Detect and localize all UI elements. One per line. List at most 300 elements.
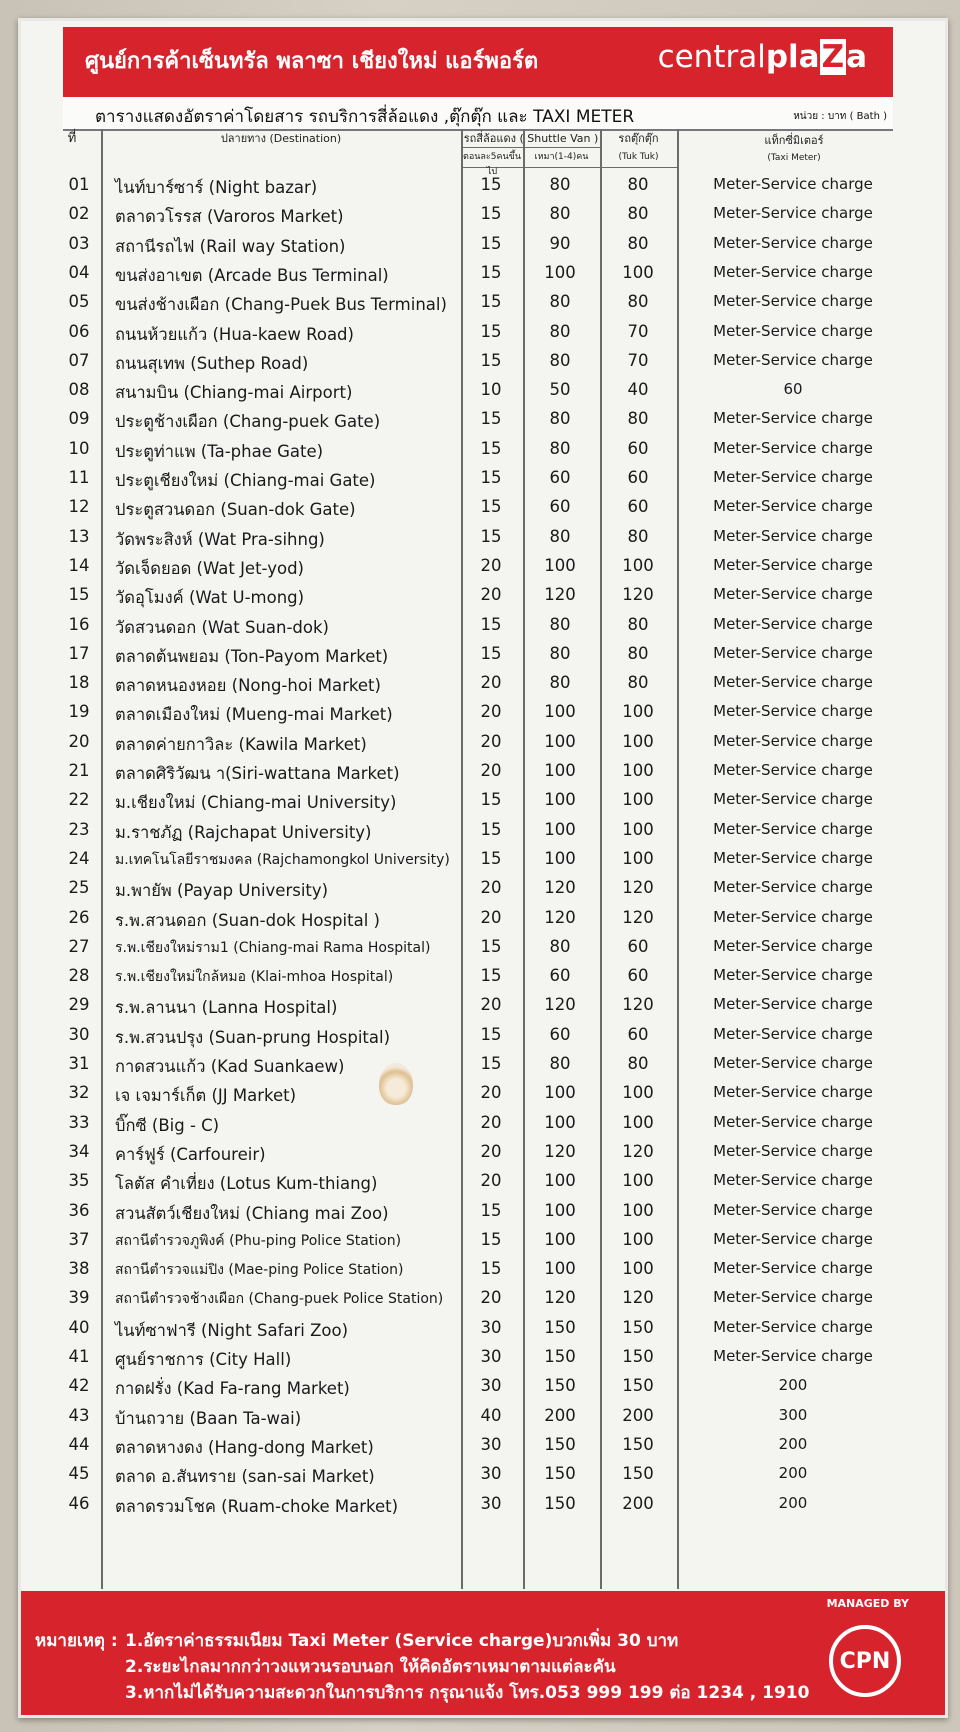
- table-row: [43, 1284, 923, 1314]
- row-number: 35: [68, 1171, 90, 1191]
- row-number: 30: [68, 1024, 90, 1044]
- table-row: [43, 1109, 923, 1139]
- taxi-fare: Meter-Service charge: [713, 409, 873, 428]
- tuktuk-fare: 120: [622, 907, 654, 927]
- destination-cell: บิ๊กซี (Big - C): [115, 1115, 220, 1135]
- taxi-fare: Meter-Service charge: [713, 966, 873, 985]
- board-header: [63, 27, 893, 97]
- taxi-fare: Meter-Service charge: [713, 585, 873, 604]
- shuttle-charter-fare: 80: [549, 614, 571, 634]
- destination-cell: ม.เทคโนโลยีราชมงคล (Rajchamongkol University): [115, 851, 450, 868]
- taxi-fare: Meter-Service charge: [713, 1200, 873, 1219]
- taxi-fare: Meter-Service charge: [713, 995, 873, 1014]
- row-number: 17: [68, 643, 90, 663]
- destination-cell: วัดพระสิงห์ (Wat Pra-sihng): [115, 529, 325, 549]
- shuttle-group-fare: 20: [480, 1171, 502, 1191]
- destination-cell: สนามบิน (Chiang-mai Airport): [115, 383, 353, 403]
- destination-cell: สวนสัตว์เชียงใหม่ (Chiang mai Zoo): [115, 1203, 389, 1223]
- taxi-fare: 200: [778, 1464, 808, 1483]
- table-row: [43, 435, 923, 465]
- destination-cell: ศูนย์ราชการ (City Hall): [115, 1350, 292, 1369]
- shuttle-group-fare: 15: [480, 936, 502, 956]
- table-row: [43, 1167, 923, 1197]
- destination-cell: สถานีตำรวจแม่ปิง (Mae-ping Police Station): [115, 1262, 404, 1279]
- tuktuk-fare: 200: [622, 1493, 654, 1513]
- tuktuk-fare: 70: [627, 350, 649, 370]
- shuttle-charter-fare: 100: [544, 1259, 576, 1279]
- row-number: 20: [68, 731, 90, 751]
- destination-cell: สถานีตำรวจช้างเผือก (Chang-puek Police Station): [115, 1291, 444, 1308]
- row-number: 46: [68, 1493, 90, 1513]
- tuktuk-fare: 120: [622, 1141, 654, 1161]
- row-number: 21: [68, 761, 90, 780]
- shuttle-group-fare: 15: [480, 292, 502, 312]
- shuttle-charter-fare: 80: [549, 1054, 571, 1073]
- table-row: [43, 816, 923, 846]
- taxi-fare: Meter-Service charge: [713, 350, 873, 369]
- row-number: 23: [68, 819, 90, 839]
- col-head-shuttle-charter: เหมา(1-4)คน: [534, 152, 589, 162]
- destination-cell: สถานีรถไฟ (Rail way Station): [115, 236, 346, 256]
- shuttle-group-fare: 15: [480, 438, 502, 458]
- destination-cell: ประตูสวนดอก (Suan-dok Gate): [115, 500, 356, 520]
- taxi-fare: Meter-Service charge: [713, 848, 873, 867]
- taxi-fare: Meter-Service charge: [713, 1024, 873, 1043]
- shuttle-charter-fare: 150: [544, 1434, 576, 1454]
- shuttle-group-fare: 15: [480, 497, 502, 517]
- table-row: [43, 230, 923, 260]
- taxi-fare: Meter-Service charge: [713, 673, 873, 692]
- taxi-fare: 300: [778, 1405, 808, 1424]
- shuttle-group-fare: 20: [480, 907, 502, 927]
- taxi-fare: Meter-Service charge: [713, 438, 873, 457]
- shuttle-charter-fare: 100: [544, 819, 576, 839]
- subtitle-text: ตารางแสดงอัตราค่าโดยสาร รถบริการสี่ล้อแดง ,ตุ๊กตุ๊ก และ TAXI METER: [95, 107, 635, 127]
- taxi-fare: Meter-Service charge: [713, 731, 873, 750]
- shuttle-charter-fare: 200: [544, 1405, 576, 1425]
- shuttle-charter-fare: 80: [549, 409, 571, 429]
- shuttle-charter-fare: 80: [549, 321, 571, 341]
- shuttle-group-fare: 15: [480, 526, 502, 546]
- destination-cell: ประตูช้างเผือก (Chang-puek Gate): [115, 412, 381, 432]
- tuktuk-fare: 150: [622, 1347, 654, 1366]
- shuttle-charter-fare: 100: [544, 790, 576, 810]
- row-number: 02: [68, 204, 90, 224]
- table-row: [43, 523, 923, 553]
- row-number: 07: [68, 350, 90, 370]
- tuktuk-fare: 100: [622, 262, 654, 282]
- shuttle-charter-fare: 60: [549, 1024, 571, 1044]
- row-number: 29: [68, 995, 90, 1015]
- row-number: 01: [68, 175, 90, 194]
- taxi-fare: Meter-Service charge: [713, 175, 873, 193]
- shuttle-charter-fare: 100: [544, 1171, 576, 1191]
- destination-cell: ขนส่งช้างเผือก (Chang-Puek Bus Terminal): [115, 295, 447, 315]
- shuttle-group-fare: 20: [480, 995, 502, 1015]
- shuttle-charter-fare: 120: [544, 907, 576, 927]
- destination-cell: ร.พ.สวนดอก (Suan-dok Hospital ): [115, 910, 380, 930]
- taxi-fare: Meter-Service charge: [713, 321, 873, 340]
- row-number: 04: [68, 262, 90, 282]
- row-number: 39: [68, 1288, 90, 1308]
- row-number: 18: [68, 673, 90, 693]
- destination-cell: ร.พ.สวนปรุง (Suan-prung Hospital): [115, 1027, 391, 1047]
- destination-cell: บ้านถวาย (Baan Ta-wai): [115, 1408, 302, 1428]
- table-row: [43, 640, 923, 670]
- destination-cell: กาดสวนแก้ว (Kad Suankaew): [115, 1057, 345, 1076]
- shuttle-group-fare: 15: [480, 819, 502, 839]
- tuktuk-fare: 80: [627, 614, 649, 634]
- taxi-fare: Meter-Service charge: [713, 468, 873, 486]
- taxi-fare: Meter-Service charge: [713, 233, 873, 252]
- unit-note: หน่วย : บาท ( Bath ): [793, 111, 887, 122]
- col-head-taxi-en: (Taxi Meter): [767, 153, 821, 163]
- shuttle-group-fare: 20: [480, 731, 502, 751]
- row-number: 24: [68, 848, 90, 868]
- tuktuk-fare: 60: [627, 468, 649, 487]
- taxi-fare: 60: [783, 380, 803, 399]
- tuktuk-fare: 100: [622, 819, 654, 839]
- destination-cell: ประตูท่าแพ (Ta-phae Gate): [115, 441, 324, 461]
- tuktuk-fare: 80: [627, 673, 649, 693]
- shuttle-charter-fare: 90: [549, 233, 571, 253]
- table-row: [43, 1255, 923, 1285]
- shuttle-charter-fare: 100: [544, 1083, 576, 1103]
- shuttle-group-fare: 15: [480, 409, 502, 429]
- notes-label: หมายเหตุ :: [35, 1631, 118, 1651]
- tuktuk-fare: 120: [622, 878, 654, 898]
- tuktuk-fare: 60: [627, 497, 649, 517]
- row-number: 22: [68, 790, 90, 810]
- tuktuk-fare: 60: [627, 966, 649, 986]
- destination-cell: สถานีตำรวจภูพิงค์ (Phu-ping Police Station): [115, 1232, 402, 1249]
- row-number: 05: [68, 292, 90, 312]
- table-row: [43, 200, 923, 230]
- shuttle-group-fare: 20: [480, 555, 502, 575]
- shuttle-charter-fare: 80: [549, 204, 571, 224]
- taxi-fare: Meter-Service charge: [713, 1112, 873, 1131]
- shuttle-group-fare: 15: [480, 350, 502, 370]
- taxi-fare: Meter-Service charge: [713, 1317, 873, 1336]
- shuttle-group-fare: 20: [480, 1083, 502, 1103]
- row-number: 28: [68, 966, 90, 986]
- shuttle-group-fare: 15: [480, 321, 502, 341]
- fare-board: [18, 18, 948, 1718]
- shuttle-group-fare: 15: [480, 1024, 502, 1044]
- shuttle-group-fare: 15: [480, 1259, 502, 1279]
- shuttle-charter-fare: 80: [549, 643, 571, 663]
- destination-cell: ตลาดค่ายกาวิละ (Kawila Market): [115, 734, 367, 754]
- destination-cell: คาร์ฟูร์ (Carfoureir): [115, 1144, 266, 1164]
- shuttle-group-fare: 15: [480, 204, 502, 224]
- table-row: [43, 581, 923, 611]
- tuktuk-fare: 100: [622, 555, 654, 575]
- row-number: 38: [68, 1259, 90, 1279]
- table-row: [43, 347, 923, 377]
- destination-cell: ขนส่งอาเขต (Arcade Bus Terminal): [115, 265, 389, 285]
- shuttle-charter-fare: 150: [544, 1464, 576, 1484]
- tuktuk-fare: 100: [622, 790, 654, 810]
- taxi-fare: Meter-Service charge: [713, 1083, 873, 1102]
- destination-cell: ถนนห้วยแก้ว (Hua-kaew Road): [115, 324, 354, 344]
- tuktuk-fare: 100: [622, 731, 654, 751]
- table-row: [43, 552, 923, 582]
- table-row: [43, 405, 923, 435]
- taxi-fare: Meter-Service charge: [713, 819, 873, 838]
- taxi-fare: Meter-Service charge: [713, 614, 873, 633]
- shuttle-charter-fare: 120: [544, 995, 576, 1015]
- shuttle-charter-fare: 60: [549, 497, 571, 517]
- shuttle-charter-fare: 60: [549, 468, 571, 487]
- tuktuk-fare: 80: [627, 204, 649, 224]
- destination-cell: ร.พ.เชียงใหม่ใกล้หมอ (Klai-mhoa Hospital): [115, 969, 394, 986]
- shuttle-charter-fare: 150: [544, 1376, 576, 1396]
- shuttle-group-fare: 30: [480, 1434, 502, 1454]
- row-number: 36: [68, 1200, 90, 1220]
- shuttle-charter-fare: 150: [544, 1493, 576, 1513]
- shuttle-group-fare: 15: [480, 848, 502, 868]
- taxi-fare: Meter-Service charge: [713, 1171, 873, 1190]
- destination-cell: กาดฝรั่ง (Kad Fa-rang Market): [115, 1379, 350, 1399]
- row-number: 43: [68, 1405, 90, 1425]
- row-number: 37: [68, 1229, 90, 1249]
- destination-cell: ตลาดรวมโชค (Ruam-choke Market): [115, 1496, 399, 1516]
- table-row: [43, 1138, 923, 1168]
- row-number: 08: [68, 380, 90, 400]
- destination-cell: ตลาดเมืองใหม่ (Mueng-mai Market): [115, 705, 393, 725]
- shuttle-group-fare: 20: [480, 585, 502, 605]
- table-row: [43, 845, 923, 875]
- tuktuk-fare: 80: [627, 409, 649, 429]
- taxi-fare: 200: [778, 1434, 808, 1453]
- shuttle-charter-fare: 100: [544, 1112, 576, 1132]
- destination-cell: ตลาดหางดง (Hang-dong Market): [115, 1437, 374, 1457]
- col-head-destination: ปลายทาง (Destination): [220, 132, 342, 145]
- table-row: [43, 493, 923, 523]
- table-row: [43, 1050, 923, 1080]
- row-number: 40: [68, 1317, 90, 1337]
- flame-emblem-icon: [379, 1063, 413, 1105]
- table-row: [43, 318, 923, 348]
- shuttle-charter-fare: 100: [544, 761, 576, 780]
- row-number: 31: [68, 1054, 90, 1073]
- destination-cell: ตลาดวโรรส (Varoros Market): [115, 207, 344, 227]
- shuttle-group-fare: 15: [480, 1054, 502, 1073]
- tuktuk-fare: 150: [622, 1376, 654, 1396]
- shuttle-charter-fare: 100: [544, 1229, 576, 1249]
- row-number: 15: [68, 585, 90, 605]
- table-row: [43, 464, 923, 494]
- tuktuk-fare: 100: [622, 702, 654, 722]
- shuttle-group-fare: 10: [480, 380, 502, 400]
- row-number: 26: [68, 907, 90, 927]
- table-row: [43, 1372, 923, 1402]
- shuttle-group-fare: 15: [480, 468, 502, 487]
- destination-cell: ไนท์บาร์ซาร์ (Night bazar): [115, 178, 318, 197]
- tuktuk-fare: 200: [622, 1405, 654, 1425]
- shuttle-charter-fare: 80: [549, 526, 571, 546]
- destination-cell: ตลาดศิริวัฒน า(Siri-wattana Market): [115, 764, 400, 783]
- central-plaza-logo: centralplaZa: [657, 39, 867, 75]
- shuttle-group-fare: 15: [480, 790, 502, 810]
- tuktuk-fare: 100: [622, 761, 654, 780]
- col-head-taxi: แท็กซี่มิเตอร์: [764, 134, 824, 147]
- table-row: [43, 376, 923, 406]
- shuttle-group-fare: 15: [480, 233, 502, 253]
- row-number: 12: [68, 497, 90, 517]
- tuktuk-fare: 60: [627, 936, 649, 956]
- row-number: 42: [68, 1376, 90, 1396]
- tuktuk-fare: 40: [627, 380, 649, 400]
- tuktuk-fare: 80: [627, 1054, 649, 1073]
- table-row: [43, 1226, 923, 1256]
- destination-cell: ร.พ.เชียงใหม่ราม1 (Chiang-mai Rama Hospital): [115, 939, 431, 956]
- table-row: [43, 1431, 923, 1461]
- taxi-fare: Meter-Service charge: [713, 878, 873, 897]
- shuttle-charter-fare: 150: [544, 1317, 576, 1337]
- shuttle-charter-fare: 100: [544, 262, 576, 282]
- shuttle-group-fare: 20: [480, 1288, 502, 1308]
- taxi-fare: Meter-Service charge: [713, 204, 873, 223]
- col-head-no: ที่: [67, 131, 77, 146]
- shuttle-group-fare: 20: [480, 761, 502, 780]
- table-row: [43, 874, 923, 904]
- shuttle-group-fare: 20: [480, 878, 502, 898]
- shuttle-group-fare: 15: [480, 175, 502, 194]
- shuttle-group-fare: 15: [480, 1200, 502, 1220]
- table-row: [43, 786, 923, 816]
- managed-by-label: MANAGED BY: [826, 1597, 909, 1610]
- table-row: [43, 1402, 923, 1432]
- row-number: 06: [68, 321, 90, 341]
- taxi-fare: Meter-Service charge: [713, 907, 873, 926]
- taxi-fare: Meter-Service charge: [713, 526, 873, 545]
- taxi-fare: Meter-Service charge: [713, 1229, 873, 1248]
- tuktuk-fare: 150: [622, 1464, 654, 1484]
- tuktuk-fare: 60: [627, 438, 649, 458]
- table-row: [43, 288, 923, 318]
- destination-cell: วัดสวนดอก (Wat Suan-dok): [115, 617, 329, 637]
- tuktuk-fare: 60: [627, 1024, 649, 1044]
- row-number: 16: [68, 614, 90, 634]
- tuktuk-fare: 80: [627, 292, 649, 312]
- destination-cell: ม.เชียงใหม่ (Chiang-mai University): [115, 793, 397, 813]
- table-row: [43, 962, 923, 992]
- shuttle-charter-fare: 100: [544, 702, 576, 722]
- shuttle-charter-fare: 50: [549, 380, 571, 400]
- row-number: 45: [68, 1464, 90, 1484]
- table-row: [43, 1197, 923, 1227]
- col-head-tuktuk-en: (Tuk Tuk): [618, 152, 659, 162]
- destination-cell: ประตูเชียงใหม่ (Chiang-mai Gate): [115, 471, 376, 490]
- cpn-logo: CPN: [829, 1625, 901, 1697]
- table-row: [43, 757, 923, 787]
- shuttle-charter-fare: 80: [549, 350, 571, 370]
- taxi-fare: Meter-Service charge: [713, 1259, 873, 1278]
- table-row: [43, 611, 923, 641]
- table-row: [43, 728, 923, 758]
- taxi-fare: Meter-Service charge: [713, 555, 873, 574]
- subhead-divider: [461, 147, 601, 148]
- tuktuk-fare: 100: [622, 1112, 654, 1132]
- taxi-fare: Meter-Service charge: [713, 292, 873, 311]
- tuktuk-fare: 150: [622, 1434, 654, 1454]
- shuttle-charter-fare: 80: [549, 673, 571, 693]
- destination-cell: ร.พ.ลานนา (Lanna Hospital): [115, 998, 338, 1018]
- fare-table: [43, 129, 923, 1589]
- shuttle-group-fare: 20: [480, 1141, 502, 1161]
- tuktuk-fare: 100: [622, 1229, 654, 1249]
- shuttle-group-fare: 15: [480, 643, 502, 663]
- row-number: 25: [68, 878, 90, 898]
- taxi-fare: 200: [778, 1376, 808, 1395]
- shuttle-group-fare: 15: [480, 966, 502, 986]
- taxi-fare: Meter-Service charge: [713, 1288, 873, 1307]
- shuttle-charter-fare: 80: [549, 438, 571, 458]
- table-row: [43, 1079, 923, 1109]
- row-number: 13: [68, 526, 90, 546]
- row-number: 10: [68, 438, 90, 458]
- destination-cell: วัดเจ็ดยอด (Wat Jet-yod): [115, 558, 304, 578]
- row-number: 27: [68, 936, 90, 956]
- note-3: 3.หากไม่ได้รับความสะดวกในการบริการ กรุณาแจ้ง โทร.053 999 199 ต่อ 1234 , 1910: [125, 1683, 810, 1703]
- taxi-fare: Meter-Service charge: [713, 1347, 873, 1365]
- table-row: [43, 259, 923, 289]
- row-number: 03: [68, 233, 90, 253]
- table-row: [43, 1343, 923, 1373]
- shuttle-charter-fare: 120: [544, 878, 576, 898]
- shuttle-group-fare: 15: [480, 614, 502, 634]
- shuttle-charter-fare: 80: [549, 292, 571, 312]
- table-row: [43, 1460, 923, 1490]
- taxi-fare: 200: [778, 1493, 808, 1512]
- row-number: 09: [68, 409, 90, 429]
- shuttle-group-fare: 30: [480, 1376, 502, 1396]
- tuktuk-fare: 100: [622, 1200, 654, 1220]
- destination-cell: ไนท์ซาฟารี (Night Safari Zoo): [115, 1320, 349, 1340]
- tuktuk-fare: 100: [622, 1259, 654, 1279]
- shuttle-group-fare: 40: [480, 1405, 502, 1425]
- tuktuk-fare: 80: [627, 526, 649, 546]
- taxi-fare: Meter-Service charge: [713, 790, 873, 809]
- destination-cell: โลตัส คำเที่ยง (Lotus Kum-thiang): [115, 1174, 378, 1194]
- shuttle-group-fare: 30: [480, 1347, 502, 1366]
- row-number: 41: [68, 1347, 90, 1366]
- tuktuk-fare: 100: [622, 848, 654, 868]
- board-footer: [21, 1591, 945, 1715]
- tuktuk-fare: 120: [622, 995, 654, 1015]
- row-number: 34: [68, 1141, 90, 1161]
- shuttle-charter-fare: 80: [549, 175, 571, 194]
- row-number: 11: [68, 468, 90, 487]
- table-row: [43, 698, 923, 728]
- tuktuk-fare: 120: [622, 585, 654, 605]
- col-head-tuktuk: รถตุ๊กตุ๊ก: [618, 132, 659, 145]
- col-head-shuttle: รถสี่ล้อแดง ( Shuttle Van ): [463, 132, 599, 145]
- table-row: [43, 669, 923, 699]
- shuttle-charter-fare: 120: [544, 1141, 576, 1161]
- row-number: 32: [68, 1083, 90, 1103]
- tuktuk-fare: 80: [627, 233, 649, 253]
- destination-cell: เจ เจมาร์เก็ต (JJ Market): [115, 1086, 297, 1106]
- shuttle-group-fare: 20: [480, 1112, 502, 1132]
- note-2: 2.ระยะไกลมากกว่าวงแหวนรอบนอก ให้คิดอัตราเหมาตามแต่ละคัน: [125, 1657, 616, 1677]
- board-subtitle: [63, 97, 893, 131]
- shuttle-charter-fare: 100: [544, 731, 576, 751]
- taxi-fare: Meter-Service charge: [713, 702, 873, 721]
- shuttle-group-fare: 30: [480, 1493, 502, 1513]
- tuktuk-fare: 150: [622, 1317, 654, 1337]
